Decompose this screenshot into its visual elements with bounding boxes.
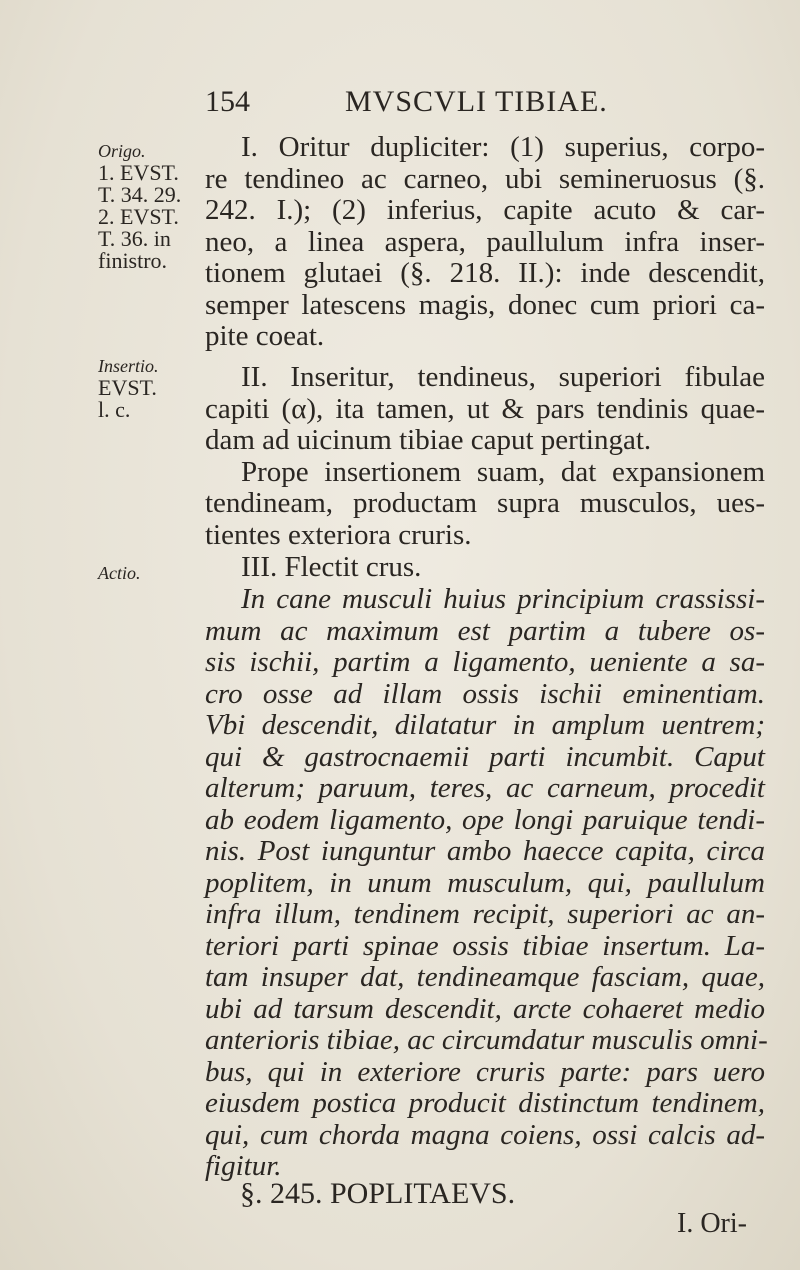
text-line: mum ac maximum est partim a tubere os- — [205, 614, 765, 647]
running-title: MVSCVLI TIBIAE. — [345, 85, 608, 118]
margin-note-head: Origo. — [98, 141, 146, 161]
section-action — [205, 552, 765, 584]
text-line: tientes exteriora cruris. — [205, 518, 472, 551]
text-line: Prope insertionem suam, dat expansionem — [241, 455, 765, 488]
text-line: I. Oritur dupliciter: (1) superius, corpo- — [241, 131, 765, 163]
margin-note-insertio — [98, 355, 159, 421]
text-line: alterum; paruum, teres, ac carneum, procedit — [205, 772, 765, 804]
margin-note-head: Actio. — [98, 563, 141, 583]
margin-note-line: l. c. — [98, 397, 131, 422]
text-line: dam ad uicinum tibiae caput pertingat. — [205, 424, 652, 456]
text-line: figitur. — [205, 1150, 282, 1182]
margin-note-head: Insertio. — [98, 356, 159, 376]
text-line: neo, a linea aspera, paullulum infra inser- — [205, 225, 765, 258]
text-line: nis. Post iunguntur ambo haecce capita, circa — [205, 835, 765, 867]
text-line: re tendineo ac carneo, ubi semineruosus (§. — [205, 162, 765, 195]
page-number: 154 — [205, 85, 250, 118]
margin-note-origo — [98, 140, 181, 272]
text-line: qui & gastrocnaemii parti incumbit. Caput — [205, 740, 765, 773]
text-line: teriori parti spinae ossis tibiae insertum. La- — [205, 929, 765, 962]
catchword: I. Ori- — [677, 1208, 747, 1239]
text-line: 242. I.); (2) inferius, capite acuto & car- — [205, 194, 765, 226]
margin-note-line: T. 34. 29. — [98, 182, 182, 207]
section-heading: §. 245. POPLITAEVS. — [240, 1177, 516, 1210]
margin-note-actio — [98, 562, 141, 584]
margin-note-line: T. 36. in — [98, 226, 171, 251]
text-line: cro osse ad illam ossis ischii eminentiam. — [205, 677, 765, 710]
text-line: eiusdem postica producit distinctum tendinem, — [205, 1087, 765, 1119]
text-line: semper latescens magis, donec cum priori ca- — [205, 288, 765, 321]
margin-note-line: 2. EVST. — [98, 204, 179, 229]
text-line: infra illum, tendinem recipit, superiori ac an- — [205, 898, 765, 930]
page-header — [205, 85, 655, 125]
text-line: sis ischii, partim a ligamento, ueniente a sa- — [205, 646, 765, 678]
text-line: ubi ad tarsum descendit, arcte cohaeret medio — [205, 992, 765, 1025]
text-line: Vbi descendit, dilatatur in amplum uentrem; — [205, 709, 765, 741]
text-line: pite coeat. — [205, 320, 325, 352]
text-line: II. Inseritur, tendineus, superiori fibulae — [241, 361, 765, 393]
text-line: tam insuper dat, tendineamque fasciam, quae, — [205, 961, 765, 993]
margin-note-line: finistro. — [98, 248, 168, 273]
text-line: bus, qui in exteriore cruris parte: pars uero — [205, 1055, 765, 1088]
text-line: tendineam, productam supra musculos, ues- — [205, 487, 765, 519]
text-line: tionem glutaei (§. 218. II.): inde descendit, — [205, 257, 765, 289]
text-line: anterioris tibiae, ac circumdatur musculis omni- — [205, 1024, 768, 1056]
margin-note-line: EVST. — [98, 375, 157, 400]
section-origin — [205, 132, 765, 353]
text-line: qui, cum chorda magna coiens, ossi calcis ad- — [205, 1118, 765, 1151]
text-line: In cane musculi huius principium crassissi- — [241, 583, 765, 615]
note-paragraph — [205, 583, 768, 1183]
text-line: poplitem, in unum musculum, qui, paullulum — [205, 866, 765, 899]
margin-note-line: 1. EVST. — [98, 160, 179, 185]
section-insertion — [205, 362, 765, 551]
text-line: ab eodem ligamento, ope longi paruique tendi- — [205, 803, 765, 836]
text-line: III. Flectit crus. — [241, 551, 422, 583]
text-line: capiti (α), ita tamen, ut & pars tendinis quae- — [205, 392, 765, 425]
